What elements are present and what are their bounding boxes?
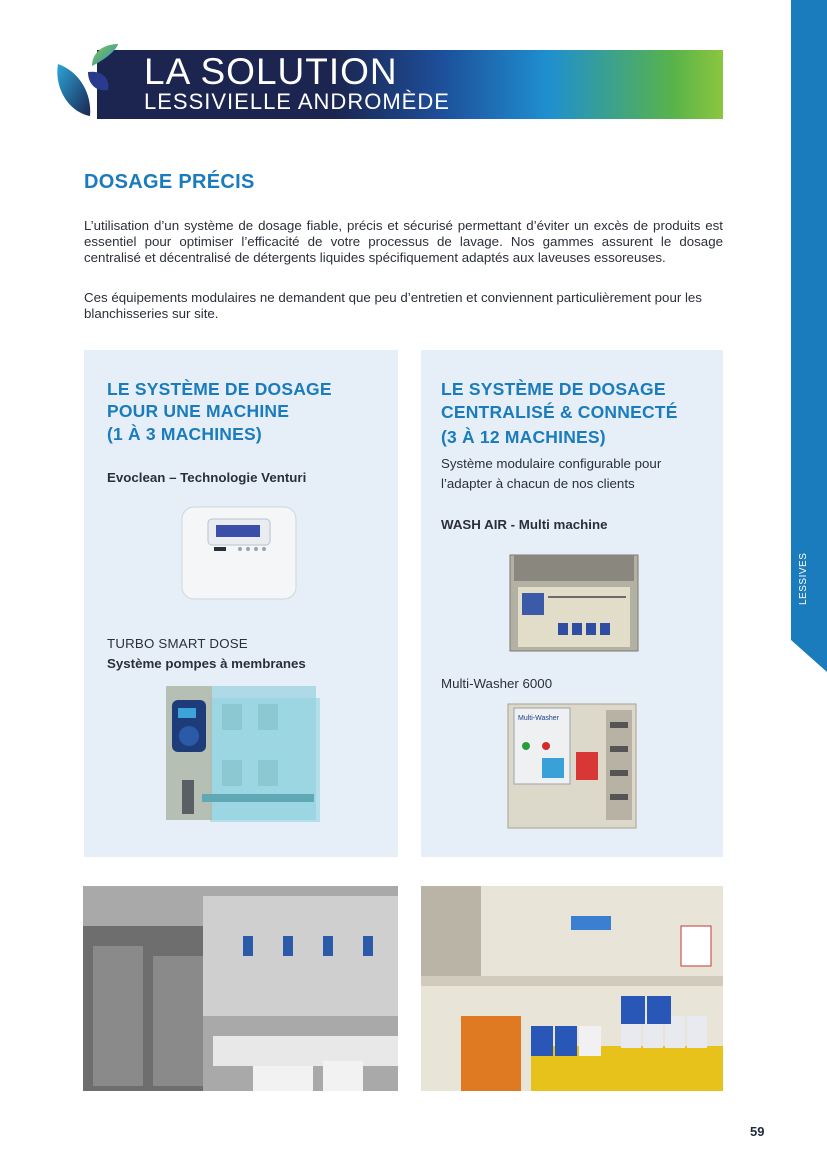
panel-right-intro-2: l’adapter à chacun de nos clients <box>441 476 635 491</box>
laundry-photo-right <box>421 886 723 1091</box>
page-number: 59 <box>750 1124 765 1139</box>
evoclean-label: Evoclean – Technologie Venturi <box>107 470 307 485</box>
panel-right-heading-3: (3 À 12 MACHINES) <box>441 427 606 447</box>
turbo-smart-dose-image <box>162 684 324 826</box>
leaf-logo-icon <box>52 42 122 122</box>
panel-right-heading-1: LE SYSTÈME DE DOSAGE <box>441 379 666 399</box>
panel-right-heading-2: CENTRALISÉ & CONNECTÉ <box>441 402 678 422</box>
turbo-smart-dose-label: TURBO SMART DOSE <box>107 636 248 651</box>
evoclean-device-image <box>180 503 298 603</box>
header-subtitle: LESSIVIELLE ANDROMÈDE <box>144 89 450 114</box>
panel-left-heading-1: LE SYSTÈME DE DOSAGE <box>107 379 332 399</box>
panel-left-heading-2: POUR UNE MACHINE <box>107 401 290 421</box>
wash-air-device-image <box>508 553 640 653</box>
side-tab-label: LESSIVES <box>798 552 809 605</box>
header-title: LA SOLUTION <box>144 51 398 92</box>
wash-air-label: WASH AIR - Multi machine <box>441 517 608 532</box>
multi-washer-screen-text: Multi-Washer <box>518 715 559 722</box>
intro-paragraph-1: L’utilisation d’un système de dosage fiable, précis et sécurisé permettant d’éviter un excès de produits est essentiel pour optimiser l’efficacité de votre processus de lavage. Nos gammes assurent le dosage centralisé et décentralisé de détergents liquides spécifiquement adaptés aux laveuses essoreuses. <box>84 218 723 265</box>
intro-paragraph-2: Ces équipements modulaires ne demandent que peu d’entretien et conviennent particulièrement pour les blanchisseries sur site. <box>84 290 702 321</box>
section-title: DOSAGE PRÉCIS <box>84 171 255 193</box>
panel-left-heading-3: (1 À 3 MACHINES) <box>107 424 262 444</box>
turbo-smart-dose-desc: Système pompes à membranes <box>107 656 306 671</box>
laundry-photo-left <box>83 886 398 1091</box>
panel-right-intro-1: Système modulaire configurable pour <box>441 456 662 471</box>
multi-washer-label: Multi-Washer 6000 <box>441 676 553 691</box>
multi-washer-device-image <box>506 702 638 830</box>
